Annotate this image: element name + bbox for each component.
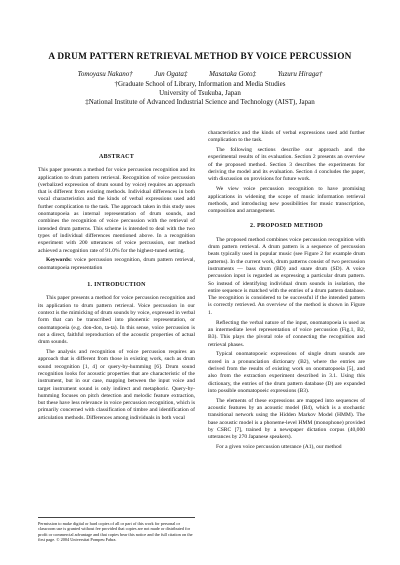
body-paragraph: The analysis and recognition of voice percussion requires an approach that is different from those in existing work, such as drum sound recognition [1, 4] or query-by-humming [6]. Drum sound recognition looks for acoustic properties that are characteristic of the instrument, but in our case, mapping between the input voice and target instrument sound is only indirect and metaphoric. Query-by-humming focuses on pitch detection and melodic feature extraction, but these have less relevance in voice percussion recognition, which is primarily concerned with classification of timbre and identification of articulation methods. Differences among individuals in both vocal	[38, 349, 195, 421]
author-name: Yuzuru Hiraga†	[277, 70, 323, 78]
body-paragraph: The elements of these expressions are mapped into sequences of acoustic features by an acoustic model (B4), which is a stochastic transitional network using the Hidden Markov Model (HMM). The base acoustic model is a phoneme-level HMM (monophone) provided by CSRC [7], trained by a newspaper dictation corpus (40,000 utterances by 270 Japanese speakers).	[208, 397, 365, 441]
author-name: Jun Ogata‡	[154, 70, 188, 78]
keywords-text: voice percussion recognition, drum pattern retrieval, onomatopoeia representation	[38, 257, 195, 271]
affiliation-line: University of Tsukuba, Japan	[159, 89, 241, 97]
body-paragraph: characteristics and the kinds of verbal expressions used add further complication to the task.	[208, 130, 365, 144]
body-paragraph: We view voice percussion recognition to have promising applications in widening the scope of music information retrieval methods, and introducing new possibilities for music transcription, composition and arrangement.	[208, 186, 365, 215]
author-list	[0, 70, 400, 78]
body-paragraph: Reflecting the verbal nature of the input, onomatopoeia is used as an intermediate level representation of voice percussion (Fig.1, B2, B3). This plays the pivotal role of connecting the recognition and retrieval phases.	[208, 319, 365, 348]
keywords-label: Keywords:	[46, 257, 72, 264]
affiliation-line: ‡National Institute of Advanced Industrial Science and Technology (AIST), Japan	[85, 98, 315, 106]
left-column	[38, 150, 195, 425]
author-name: Masataka Goto‡	[209, 70, 256, 78]
body-paragraph: This paper presents a method for voice percussion recognition and its application to drum pattern retrieval. Voice percussion in our context is the mimicking of drum sounds by voice, expressed in verbal form that can be transcribed into phonemic representation, or onomatopoeia (e.g. don-don, ta-ta). In this sense, voice percussion is not a direct, faithful reproduction of the acoustic properties of actual drum sounds.	[38, 295, 195, 346]
affiliation-line: †Graduate School of Library, Information and Media Studies	[114, 80, 286, 88]
paper-title: A DRUM PATTERN RETRIEVAL METHOD BY VOICE PERCUSSION	[48, 52, 352, 62]
body-paragraph: For a given voice percussion utterance (A1), our method	[216, 444, 342, 451]
intro-heading: 1. INTRODUCTION	[87, 282, 146, 289]
author-name: Tomoyasu Nakano†	[77, 70, 133, 78]
method-heading: 2. PROPOSED METHOD	[250, 223, 323, 230]
abstract-text: This paper presents a method for voice percussion recognition and its application to drum pattern retrieval. Recognition of voice percussion (verbalized expression of drum sound by voice) requires an approach that is different from existing methods. Individual differences in both vocal characteristics and the kinds of verbal expressions used add further complication to the task. The approach taken in this study uses onomatopoeia as internal representation of drum sounds, and combines the recognition of voice percussion with the retrieval of intended drum patterns. This scheme is intended to deal with the two types of individual differences mentioned above. In a recognition experiment with 200 utterances of voice percussion, our method achieved a recognition rate of 91.0% for the highest-tuned setting.	[38, 167, 195, 254]
keywords-line	[38, 257, 195, 272]
body-paragraph: The following sections describe our approach and the experimental results of its evaluation. Section 2 presents an overview of the proposed method. Section 3 describes the experiments for deriving the model and its evaluation. Section 4 concludes the paper, with discussion on provisions for future work.	[208, 147, 365, 183]
copyright-footnote: Permission to make digital or hard copies of all or part of this work for personal or classroom use is granted without fee provided that copies are not made or distributed for profit or commercial advantage and that copies bear this notice and the full citation on the first page. © 2004 Universitat Pompeu Fabra.	[38, 517, 195, 542]
abstract-heading: ABSTRACT	[98, 154, 135, 160]
body-paragraph: Typical onomatopoeic expressions of single drum sounds are stored in a pronunciation dictionary (B2), where the entries are derived from the results of existing work on onomatopoeia [5], and also from the extraction experiment described in 3.1. Using this dictionary, the entries of the drum pattern database (D) are expanded into possible onomatopoeic expressions (B3).	[208, 351, 365, 394]
body-paragraph: The proposed method combines voice percussion recognition with drum pattern retrieval. A drum pattern is a sequence of percussion beats typically used in popular music (see Figure 2 for example drum patterns). In the current work, drum patterns consist of two percussion instruments — bass drum (BD) and snare drum (SD). A voice percussion input is regarded as expressing a particular drum pattern. So instead of identifying individual drum sounds in isolation, the entire sequence is matched with the entries of a drum pattern database. The recognition is considered to be successful if the intended pattern is correctly retrieved. An overview of the method is shown in Figure 1.	[208, 236, 365, 316]
right-column	[208, 130, 365, 454]
